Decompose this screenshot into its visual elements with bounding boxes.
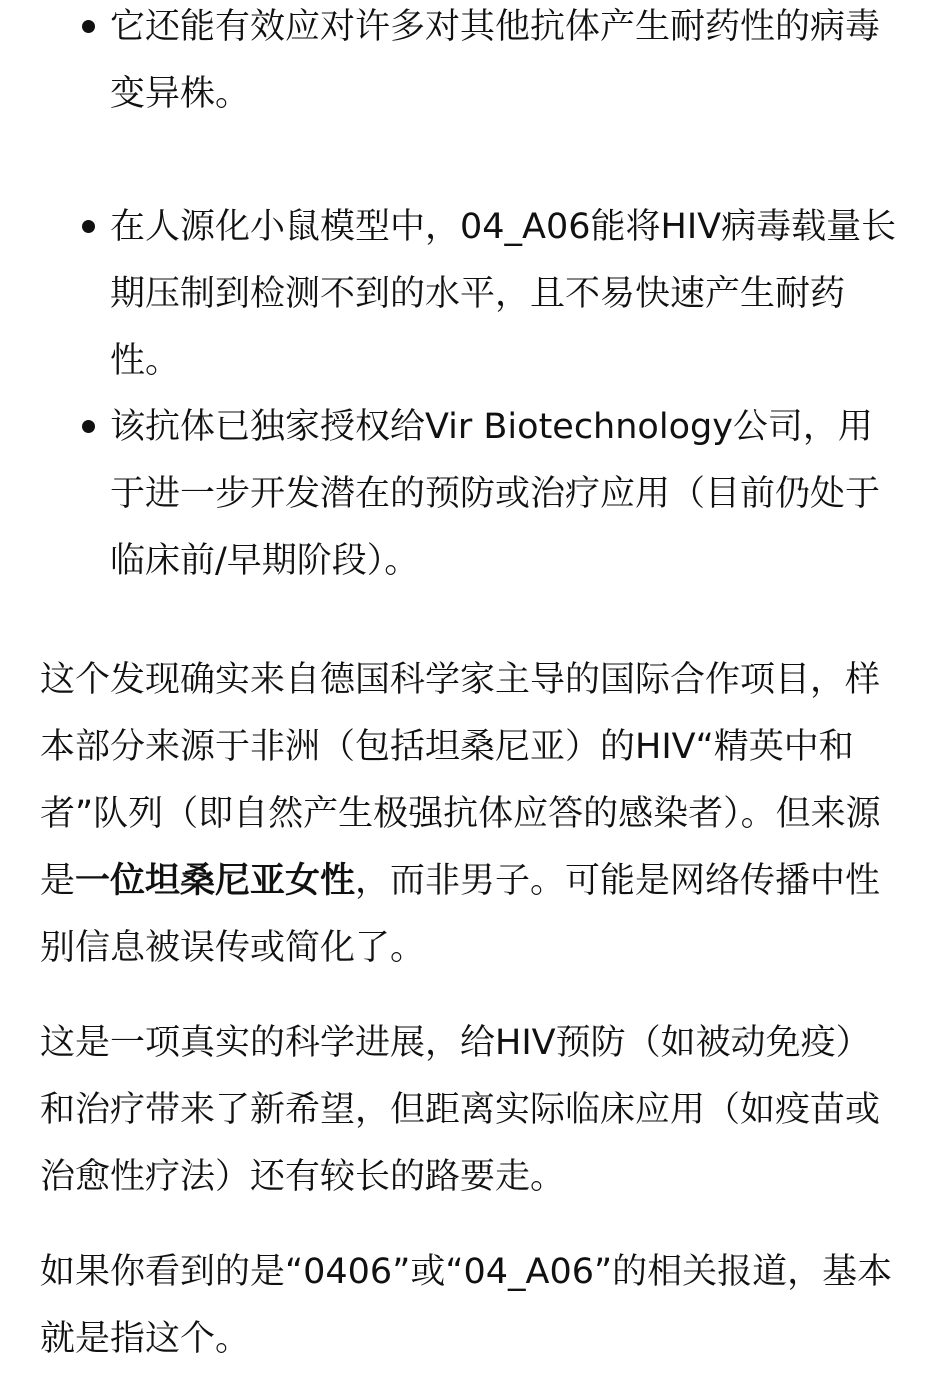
list-item [40,394,900,595]
emphasis-text: 一位坦桑尼亚女性 [75,861,356,901]
bullet-icon [82,220,95,233]
list-item-text: 该抗体已独家授权给Vir Biotechnology公司，用于进一步开发潜在的预防或治疗应用（目前仍处于临床前/早期阶段）。 [110,407,881,581]
paragraph-text: ，而非男子。可能是网络传播中性别信息被误传或简化了。 [40,861,881,968]
list-item [40,0,900,128]
bullet-list [40,0,900,595]
list-item-text: 它还能有效应对许多对其他抗体产生耐药性的病毒变异株。 [110,7,881,114]
paragraph-text: 这个发现确实来自德国科学家主导的国际合作项目，样本部分来源于非洲（包括坦桑尼亚）的HIV“精英中和者”队列（即自然产生极强抗体应答的感染者）。但来源是 [40,660,881,901]
list-item-text: 在人源化小鼠模型中，04_A06能将HIV病毒载量长期压制到检测不到的水平，且不易快速产生耐药性。 [110,207,897,381]
paragraph-finding [40,647,900,982]
paragraph-progress: 这是一项真实的科学进展，给HIV预防（如被动免疫）和治疗带来了新希望，但距离实际临床应用（如疫苗或治愈性疗法）还有较长的路要走。 [40,1023,881,1197]
paragraph-reports: 如果你看到的是“0406”或“04_A06”的相关报道，基本就是指这个。 [40,1252,893,1359]
answer-content [40,0,900,1373]
bullet-icon [82,420,95,433]
bullet-icon [82,20,95,33]
list-item [40,194,900,395]
